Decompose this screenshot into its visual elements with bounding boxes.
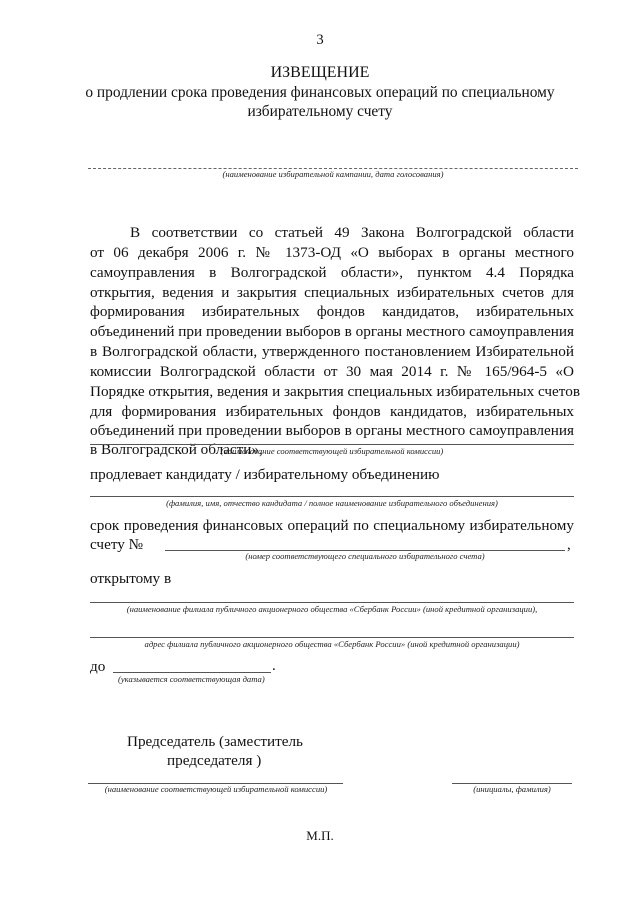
until-text: до — [90, 658, 106, 675]
caption-address: адрес филиала публичного акционерного общества «Сбербанк России» (иной кредитной организации) — [144, 639, 520, 649]
branch-fill-line — [90, 602, 574, 603]
term-line-1: срок проведения финансовых операций по специальному избирательному — [90, 517, 574, 534]
body-line: В соответствии со статьей 49 Закона Волгоградской области — [130, 224, 574, 241]
body-line: в Волгоградской области», — [90, 441, 263, 458]
date-period: . — [272, 658, 276, 674]
body-line: Порядке открытия, ведения и закрытия специальных избирательных счетов — [90, 383, 580, 400]
address-fill-line — [90, 637, 574, 638]
candidate-fill-line — [90, 496, 574, 497]
body-line: объединений при проведении выборов в органы местного самоуправления — [90, 422, 574, 439]
subtitle-line-2: избирательному счету — [247, 103, 393, 120]
caption-branch: (наименование филиала публичного акционерного общества «Сбербанк России» (иной кредитной организации), — [126, 604, 538, 614]
body-line: от 06 декабря 2006 г. № 1373-ОД «О выборах в органы местного — [90, 244, 574, 261]
page-number: 3 — [316, 32, 324, 48]
caption-commission-sign: (наименование соответствующей избирательной комиссии) — [104, 784, 328, 794]
date-fill-line — [113, 672, 271, 673]
body-line: для формирования избирательных фондов кандидатов, избирательных — [90, 403, 574, 420]
body-line: открытия, ведения и закрытия специальных избирательных счетов для — [90, 284, 574, 301]
chair-line-2: председателя ) — [167, 752, 262, 769]
caption-date: (указывается соответствующая дата) — [118, 674, 265, 684]
term-line-2: счету № — [90, 536, 144, 553]
page-title: ИЗВЕЩЕНИЕ — [270, 64, 370, 81]
extends-text: продлевает кандидату / избирательному объединению — [90, 466, 440, 483]
body-line: комиссии Волгоградской области от 30 мая 2014 г. № 165/964-5 «О — [90, 363, 574, 380]
opened-text: открытому в — [90, 570, 172, 587]
body-line: объединений при проведении выборов в органы местного самоуправления — [90, 323, 574, 340]
stamp-mark: М.П. — [306, 828, 334, 843]
subtitle-line-1: о продлении срока проведения финансовых операций по специальному — [85, 84, 555, 101]
caption-candidate: (фамилия, имя, отчество кандидата / полное наименование избирательного объединения) — [166, 498, 498, 508]
chair-line-1: Председатель (заместитель — [127, 733, 303, 750]
account-comma: , — [567, 537, 571, 553]
commission-fill-line — [90, 444, 574, 445]
body-line: формирования избирательных фондов кандидатов, избирательных — [90, 303, 574, 320]
caption-account: (номер соответствующего специального избирательного счета) — [245, 551, 485, 561]
caption-commission: (наименование соответствующей избирательной комиссии) — [220, 446, 444, 456]
body-line: самоуправления в Волгоградской области», пунктом 4.4 Порядка — [90, 264, 574, 281]
body-line: в Волгоградской области, утвержденного постановлением Избирательной — [90, 343, 574, 360]
caption-initials: (инициалы, фамилия) — [473, 784, 551, 794]
caption-campaign: (наименование избирательной кампании, дата голосования) — [222, 169, 444, 179]
